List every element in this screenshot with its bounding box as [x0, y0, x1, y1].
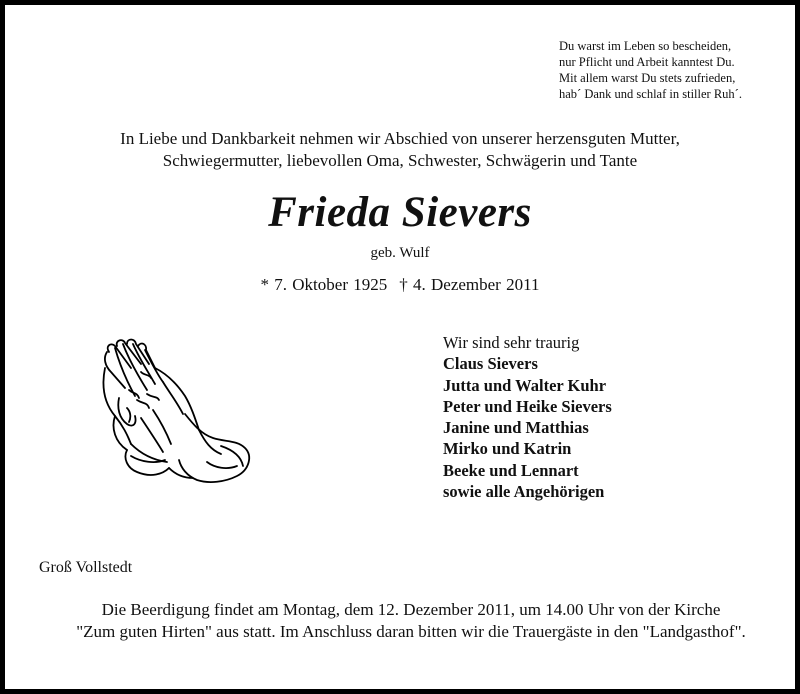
mourners-intro: Wir sind sehr traurig [443, 333, 580, 352]
poem-line: Mit allem warst Du stets zufrieden, [559, 71, 736, 85]
poem-line: Du warst im Leben so bescheiden, [559, 39, 732, 53]
mourner-name: Peter und Heike Sievers [443, 396, 612, 416]
birth-date: * 7. Oktober 1925 [260, 275, 388, 294]
deceased-name: Frieda Sievers [268, 189, 532, 236]
mourners-list [443, 332, 612, 502]
mourner-name: Claus Sievers [443, 354, 538, 374]
mourner-name: Janine und Matthias [443, 418, 589, 438]
life-dates [5, 275, 795, 295]
funeral-details [5, 599, 800, 643]
mourner-name: sowie alle Angehörigen [443, 482, 605, 502]
maiden-name: geb. Wulf [370, 245, 430, 261]
poem-line: hab´ Dank und schlaf in stiller Ruh´. [559, 87, 742, 101]
praying-hands-icon [97, 338, 257, 498]
intro-line: Schwiegermutter, liebevollen Oma, Schwester, Schwägerin und Tante [162, 151, 638, 170]
death-date: † 4. Dezember 2011 [399, 275, 540, 294]
mourner-name: Beeke und Lennart [443, 460, 579, 480]
mourner-name: Jutta und Walter Kuhr [443, 375, 607, 395]
intro-line: In Liebe und Dankbarkeit nehmen wir Abschied von unserer herzensguten Mutter, [120, 129, 680, 148]
memorial-poem [559, 38, 742, 102]
poem-line: nur Pflicht und Arbeit kanntest Du. [559, 55, 735, 69]
mourner-name: Mirko und Katrin [443, 439, 572, 459]
farewell-intro [5, 128, 795, 172]
place-name: Groß Vollstedt [39, 559, 133, 576]
funeral-line: Die Beerdigung findet am Montag, dem 12. Dezember 2011, um 14.00 Uhr von der Kirche [101, 600, 721, 619]
funeral-line: "Zum guten Hirten" aus statt. Im Anschluss daran bitten wir die Trauergäste in den "Landgasthof". [76, 622, 746, 641]
